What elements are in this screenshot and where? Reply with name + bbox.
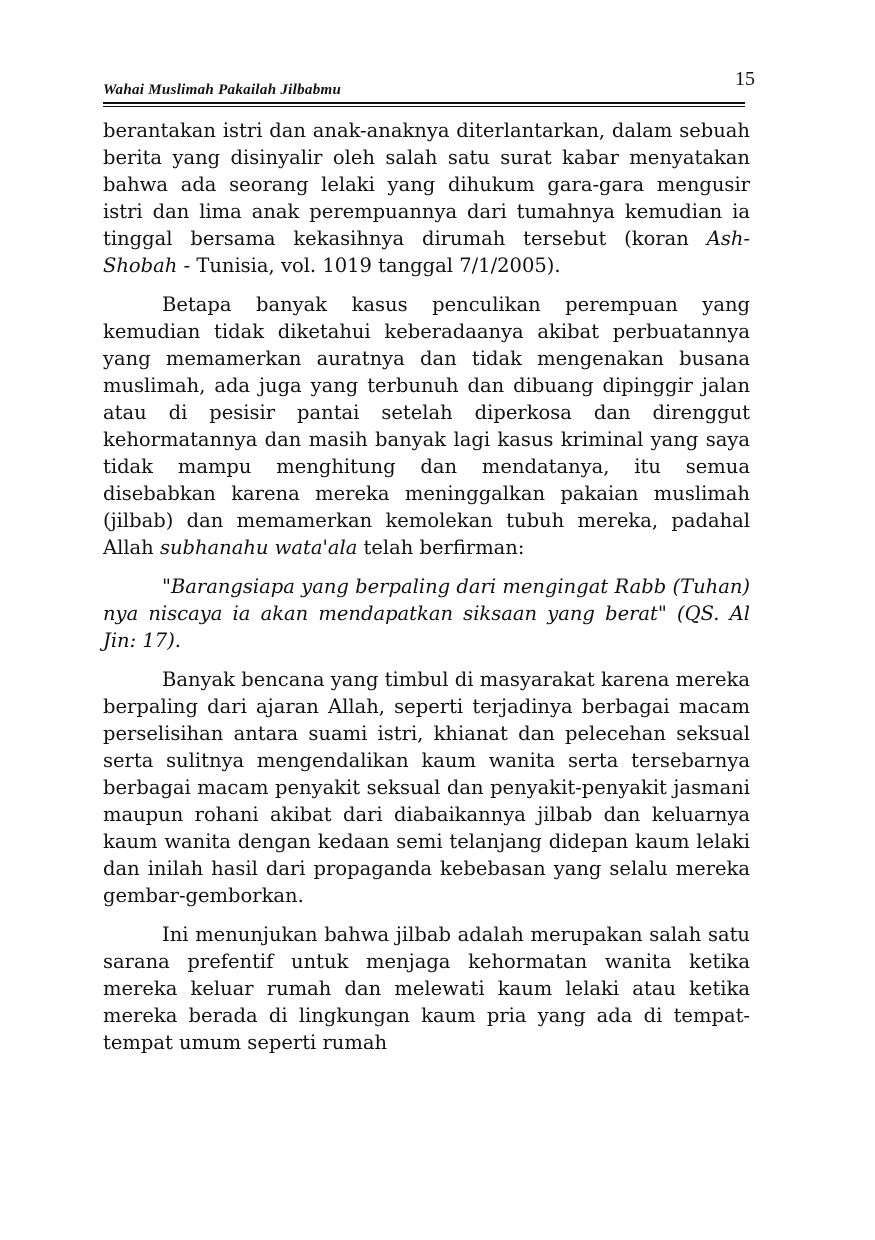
book-title: Wahai Muslimah Pakailah Jilbabmu bbox=[103, 82, 342, 98]
header-rule-thin bbox=[103, 106, 745, 107]
paragraph: Betapa banyak kasus penculikan perempuan yang kemudian tidak diketahui keberadaanya akibat perbuatannya yang memamerkan auratnya dan tidak mengenakan busana muslimah, ada juga yang terbunuh dan dibuang dipinggir jalan atau di pesisir pantai setelah diperkosa dan direnggut kehormatannya dan masih banyak lagi kasus kriminal yang saya tidak mampu menghitung dan mendatanya, itu semua disebabkan karena mereka meninggalkan pakaian muslimah (jilbab) dan memamerkan kemolekan tubuh mereka, padahal Allah subhanahu wata'ala telah berfirman: bbox=[103, 293, 750, 559]
paragraph-continued: berantakan istri dan anak-anaknya diterlantarkan, dalam sebuah berita yang disinyalir oleh salah satu surat kabar menyatakan bahwa ada seorang lelaki yang dihukum gara-gara mengusir istri dan lima anak perempuannya dari tumahnya kemudian ia tinggal bersama kekasihnya dirumah tersebut (koran Ash-Shobah - Tunisia, vol. 1019 tanggal 7/1/2005). bbox=[103, 119, 750, 277]
running-header bbox=[103, 68, 755, 102]
page-number: 15 bbox=[735, 68, 755, 90]
header-rule-thick bbox=[103, 102, 745, 104]
newspaper-name: Ash-Shobah bbox=[103, 227, 750, 277]
paragraph: Ini menunjukan bahwa jilbab adalah merupakan salah satu sarana prefentif untuk menjaga kehormatan wanita ketika mereka keluar rumah dan melewati kaum lelaki atau ketika mereka berada di lingkungan kaum pria yang ada di tempat-tempat umum seperti rumah bbox=[103, 923, 750, 1054]
paragraph: Banyak bencana yang timbul di masyarakat karena mereka berpaling dari ajaran Allah, seperti terjadinya berbagai macam perselisihan antara suami istri, khianat dan pelecehan seksual serta sulitnya mengendalikan kaum wanita serta tersebarnya berbagai macam penyakit seksual dan penyakit-penyakit jasmani maupun rohani akibat dari diabaikannya jilbab dan keluarnya kaum wanita dengan kedaan semi telanjang didepan kaum lelaki dan inilah hasil dari propaganda kebebasan yang selalu mereka gembar-gemborkan. bbox=[103, 668, 750, 907]
body-text bbox=[103, 117, 750, 1068]
quran-quote: "Barangsiapa yang berpaling dari mengingat Rabb (Tuhan) nya niscaya ia akan mendapatkan siksaan yang berat" (QS. Al Jin: 17). bbox=[103, 575, 750, 652]
honorific-phrase: subhanahu wata'ala bbox=[159, 536, 358, 559]
